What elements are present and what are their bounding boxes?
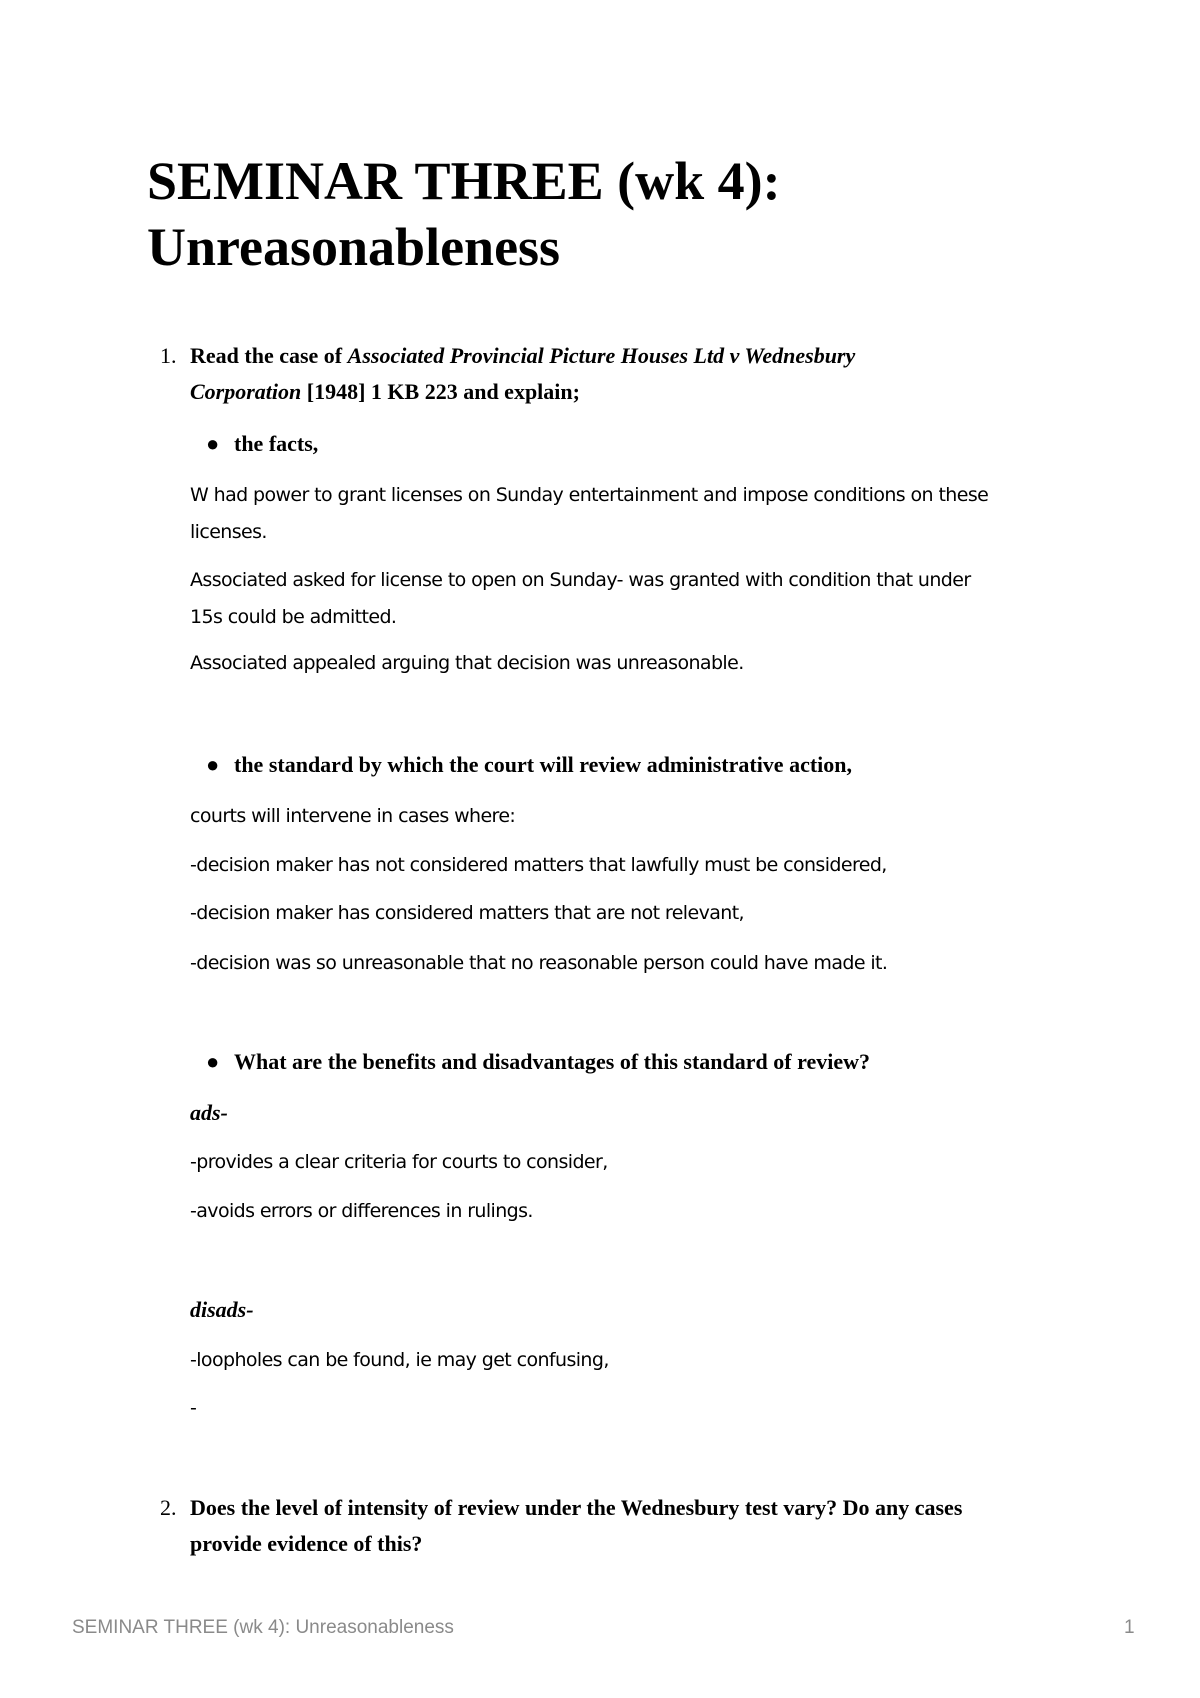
facts-line: Associated appealed arguing that decision was unreasonable. <box>190 652 744 674</box>
bullet-icon: ● <box>206 431 220 456</box>
question-2-number: 2. <box>160 1495 177 1520</box>
bullet-facts <box>206 429 319 459</box>
question-1-number: 1. <box>160 343 177 368</box>
case-name-part-1: Associated Provincial Picture Houses Ltd v Wednesbury <box>347 343 856 368</box>
page-title <box>147 148 1097 280</box>
question-1 <box>160 338 1090 410</box>
facts-line: 15s could be admitted. <box>190 606 397 628</box>
ads-heading: ads- <box>190 1100 228 1125</box>
question-1-suffix: [1948] 1 KB 223 and explain; <box>301 379 580 404</box>
title-line-1: SEMINAR THREE (wk 4): <box>147 151 781 211</box>
bullet-icon: ● <box>206 1049 220 1074</box>
standard-line: -decision was so unreasonable that no reasonable person could have made it. <box>190 952 888 974</box>
footer-title: SEMINAR THREE (wk 4): Unreasonableness <box>72 1617 454 1638</box>
standard-line: -decision maker has considered matters that are not relevant, <box>190 902 744 924</box>
ads-line: -avoids errors or differences in rulings. <box>190 1200 533 1222</box>
standard-line: courts will intervene in cases where: <box>190 805 516 827</box>
bullet-benefits-label: What are the benefits and disadvantages of this standard of review? <box>234 1049 870 1074</box>
facts-line: Associated asked for license to open on Sunday- was granted with condition that under <box>190 569 971 591</box>
disads-heading: disads- <box>190 1297 254 1322</box>
case-name-part-2: Corporation <box>190 379 302 404</box>
question-1-prefix: Read the case of <box>190 343 348 368</box>
page-number: 1 <box>1124 1617 1135 1638</box>
bullet-icon: ● <box>206 752 220 777</box>
ads-line: -provides a clear criteria for courts to consider, <box>190 1151 608 1173</box>
standard-line: -decision maker has not considered matters that lawfully must be considered, <box>190 854 887 876</box>
disads-line: - <box>190 1397 197 1419</box>
bullet-facts-label: the facts, <box>234 431 319 456</box>
bullet-standard <box>206 750 853 780</box>
bullet-benefits <box>206 1047 870 1077</box>
question-2 <box>160 1490 1090 1562</box>
bullet-standard-label: the standard by which the court will review administrative action, <box>234 752 853 777</box>
disads-line: -loopholes can be found, ie may get confusing, <box>190 1349 609 1371</box>
question-2-line-2: provide evidence of this? <box>190 1531 423 1556</box>
question-2-line-1: Does the level of intensity of review under the Wednesbury test vary? Do any cases <box>190 1495 963 1520</box>
facts-line: W had power to grant licenses on Sunday entertainment and impose conditions on these <box>190 484 989 506</box>
title-line-2: Unreasonableness <box>147 217 561 277</box>
facts-line: licenses. <box>190 521 267 543</box>
